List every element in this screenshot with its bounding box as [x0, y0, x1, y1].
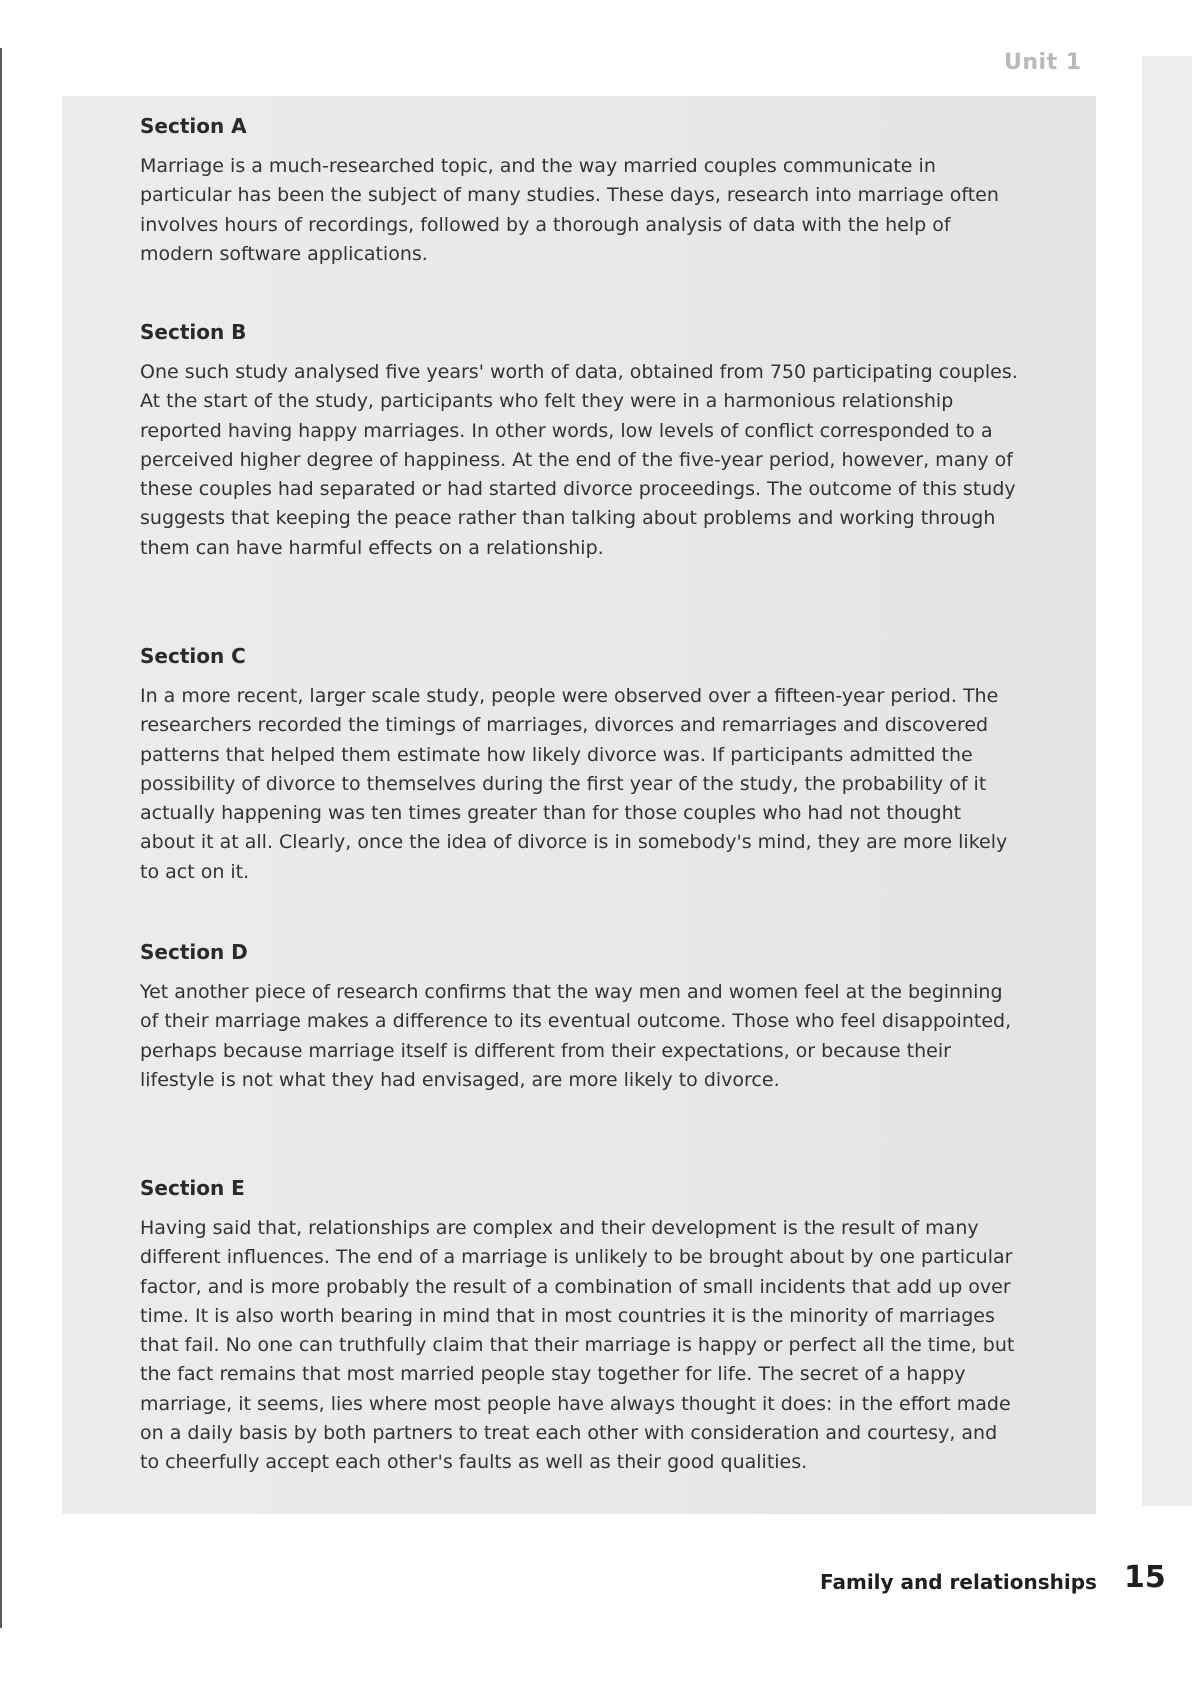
section-body: In a more recent, larger scale study, people were observed over a fifteen-year period. The researchers recorded the timings of marriages, divorces and remarriages and discovered patterns that helped them estimate how likely divorce was. If participants admitted the possibility of divorce to themselves during the first year of the study, the probability of it actually happening was ten times greater than for those couples who had not thought about it at all. Clearly, once the idea of divorce is in somebody's mind, they are more likely to act on it. — [140, 685, 1008, 883]
section-heading: Section D — [140, 940, 248, 964]
section-body: Marriage is a much-researched topic, and the way married couples communicate in particular has been the subject of many studies. These days, research into marriage often involves hours of recordings, followed by a thorough analysis of data with the help of modern software applications. — [140, 155, 999, 265]
section-a — [140, 112, 1020, 269]
section-e — [140, 1174, 1020, 1478]
page-binding-edge — [0, 48, 2, 1628]
section-heading: Section B — [140, 320, 247, 344]
section-heading: Section A — [140, 114, 247, 138]
section-c — [140, 642, 1020, 887]
section-body: One such study analysed five years' worth of data, obtained from 750 participating couples. At the start of the study, participants who felt they were in a harmonious relationship reported having happy marriages. In other words, low levels of conflict corresponded to a perceived higher degree of happiness. At the end of the five-year period, however, many of these couples had separated or had started divorce proceedings. The outcome of this study suggests that keeping the peace rather than talking about problems and working through them can have harmful effects on a relationship. — [140, 361, 1018, 559]
section-b — [140, 318, 1020, 563]
unit-label: Unit 1 — [1004, 50, 1082, 75]
section-heading: Section E — [140, 1176, 245, 1200]
chapter-title: Family and relationships — [820, 1570, 1097, 1594]
facing-page-margin — [1142, 56, 1192, 1506]
section-body: Having said that, relationships are complex and their development is the result of many different influences. The end of a marriage is unlikely to be brought about by one particular factor, and is more probably the result of a combination of small incidents that add up over time. It is also worth bearing in mind that in most countries it is the minority of marriages that fail. No one can truthfully claim that their marriage is happy or perfect all the time, but the fact remains that most married people stay together for life. The secret of a happy marriage, it seems, lies where most people have always thought it does: in the effort made on a daily basis by both partners to treat each other with consideration and courtesy, and to cheerfully accept each other's faults as well as their good qualities. — [140, 1217, 1015, 1474]
section-d — [140, 938, 1020, 1095]
section-body: Yet another piece of research confirms that the way men and women feel at the beginning of their marriage makes a difference to its eventual outcome. Those who feel disappointed, perhaps because marriage itself is different from their expectations, or because their lifestyle is not what they had envisaged, are more likely to divorce. — [140, 981, 1012, 1091]
section-heading: Section C — [140, 644, 246, 668]
page-number: 15 — [1124, 1560, 1166, 1595]
